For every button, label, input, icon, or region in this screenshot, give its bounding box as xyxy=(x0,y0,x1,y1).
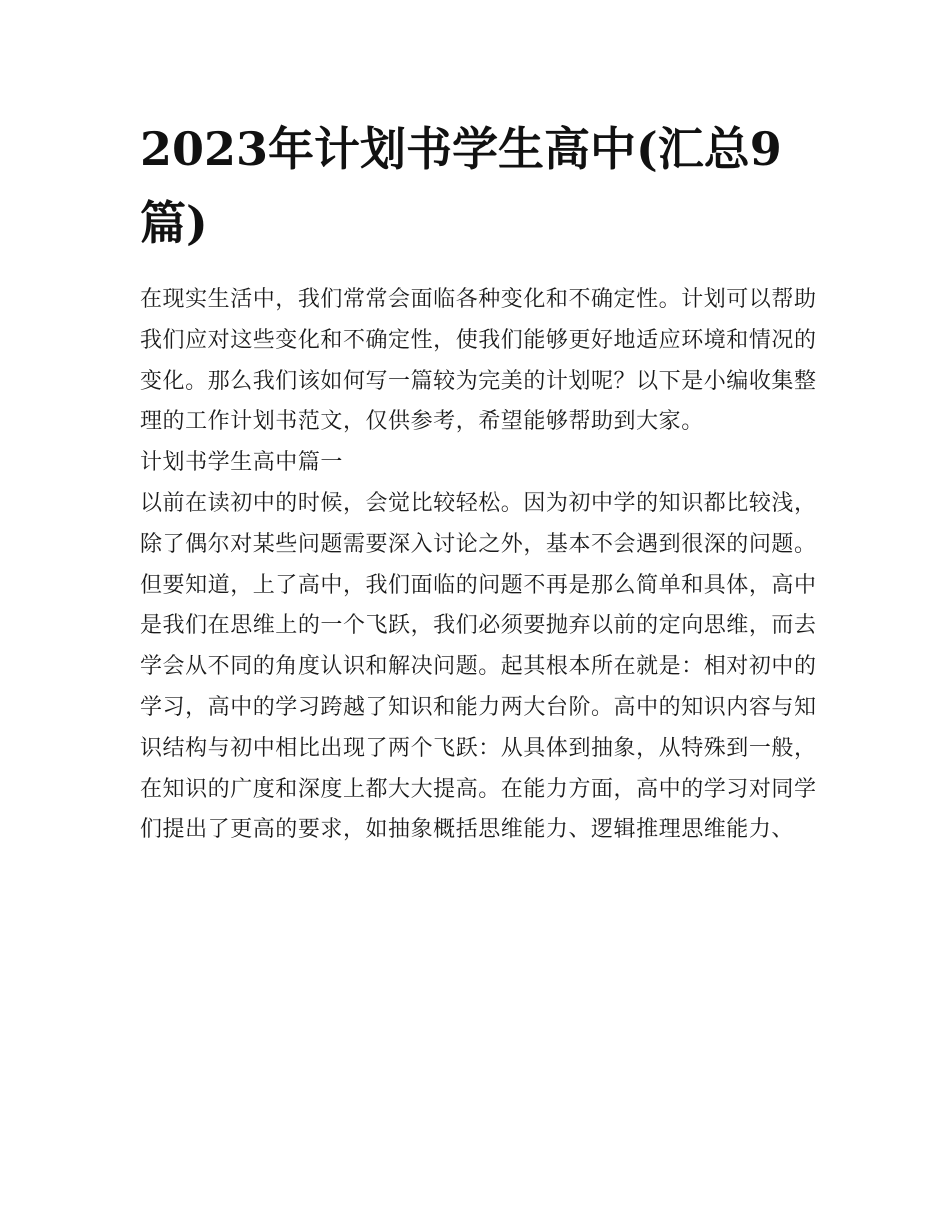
section-paragraph: 以前在读初中的时候，会觉比较轻松。因为初中学的知识都比较浅，除了偶尔对某些问题需要深入讨论之外，基本不会遇到很深的问题。但要知道，上了高中，我们面临的问题不再是那么简单和具体，高中是我们在思维上的一个飞跃，我们必须要抛弃以前的定向思维，而去学会从不同的角度认识和解决问题。起其根本所在就是：相对初中的学习，高中的学习跨越了知识和能力两大台阶。高中的知识内容与知识结构与初中相比出现了两个飞跃：从具体到抽象，从特殊到一般，在知识的广度和深度上都大大提高。在能力方面，高中的学习对同学们提出了更高的要求，如抽象概括思维能力、逻辑推理思维能力、 xyxy=(140,490,817,843)
document-title: 2023年计划书学生高中(汇总9篇) xyxy=(140,122,782,250)
section-heading: 计划书学生高中篇一 xyxy=(140,450,343,476)
document-body xyxy=(140,280,820,851)
intro-paragraph: 在现实生活中，我们常常会面临各种变化和不确定性。计划可以帮助我们应对这些变化和不确定性，使我们能够更好地适应环境和情况的变化。那么我们该如何写一篇较为完美的计划呢？以下是小编收集整理的工作计划书范文，仅供参考，希望能够帮助到大家。 xyxy=(140,287,817,435)
